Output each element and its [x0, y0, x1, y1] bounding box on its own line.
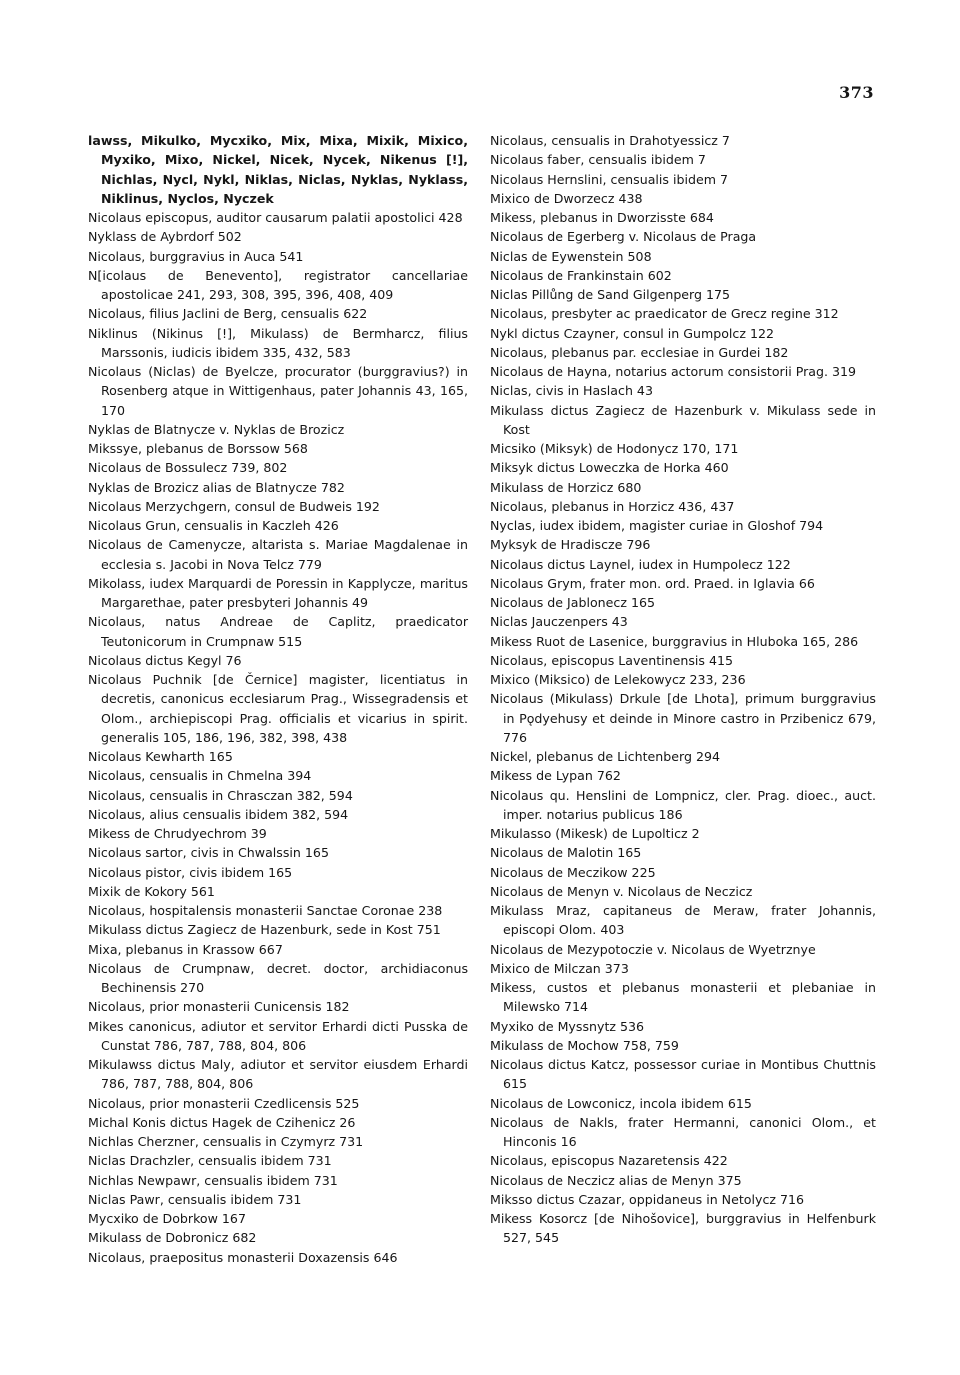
index-entry: Mikulass dictus Zagiecz de Hazenburk, sede in Kost 751 [88, 922, 441, 938]
index-entry: Mikess, custos et plebanus monasterii et plebaniae in Milewsko 714 [490, 980, 876, 1015]
index-entry: Nicolaus Grym, frater mon. ord. Praed. in Iglavia 66 [490, 575, 815, 591]
index-entry: Niclas, civis in Haslach 43 [490, 383, 653, 399]
index-entry: Nicolaus Hernslini, censualis ibidem 7 [490, 171, 729, 187]
index-entry: Nicolaus, filius Jaclini de Berg, censualis 622 [88, 306, 368, 322]
index-entry: Nicolaus Merzychgern, consul de Budweis 192 [88, 498, 380, 514]
index-entry: Nicolaus Puchnik [de Černice] magister, licentiatus in decretis, canonicus ecclesiarum Prag., Wissegradensis et Olom., archiepiscopi Prag. officialis et vicarius in spirit. generalis 105, 186, 196, 382, 398, 438 [88, 672, 468, 745]
index-entry: Mixa, plebanus in Krassow 667 [88, 941, 283, 957]
index-entry: Mikulass de Mochow 758, 759 [490, 1037, 679, 1053]
index-entry: Nicolaus Grun, censualis in Kaczleh 426 [88, 518, 339, 533]
index-entry: Niclas Pillůng de Sand Gilgenperg 175 [490, 287, 731, 302]
index-entry: Nyklas de Blatnycze v. Nyklas de Brozicz [88, 421, 345, 437]
index-entry: Nicolaus, prior monasterii Czedlicensis 525 [88, 1095, 360, 1111]
index-entry: Mikulasso (Mikesk) de Lupolticz 2 [490, 826, 700, 841]
index-entry: Nicolaus, censualis in Drahotyessicz 7 [490, 133, 730, 148]
index-entry: Mikulass de Horzicz 680 [490, 479, 642, 495]
index-entry: Mikulass dictus Zagiecz de Hazenburk v. Mikulass sede in Kost [490, 402, 876, 437]
index-entry: Nichlas Cherzner, censualis in Czymyrz 731 [88, 1134, 364, 1149]
index-entry: Nicolaus pistor, civis ibidem 165 [88, 864, 293, 880]
index-entry: Nyclas, iudex ibidem, magister curiae in Gloshof 794 [490, 518, 824, 533]
index-entry: N[icolaus de Benevento], registrator cancellariae apostolicae 241, 293, 308, 395, 396, 408, 409 [88, 267, 468, 302]
index-column-left [88, 131, 468, 1267]
index-entry: Nichlas Newpawr, censualis ibidem 731 [88, 1172, 338, 1188]
index-entry: Mikess Ruot de Lasenice, burggravius in Hluboka 165, 286 [490, 633, 859, 649]
index-entry: Nicolaus, natus Andreae de Caplitz, praedicator Teutonicorum in Crumpnaw 515 [88, 614, 468, 649]
index-entry: Mikess Kosorcz [de Nihošovice], burggravius in Helfenburk 527, 545 [490, 1211, 876, 1246]
index-entry: Nickel, plebanus de Lichtenberg 294 [490, 749, 720, 764]
index-entry: Nicolaus de Mezypotoczie v. Nicolaus de Wyetrznye [490, 941, 816, 957]
index-entry: Niclas Pawr, censualis ibidem 731 [88, 1191, 302, 1207]
index-entry: Mycxiko de Dobrkow 167 [88, 1211, 246, 1226]
index-entry: Nicolaus de Menyn v. Nicolaus de Neczicz [490, 883, 753, 899]
index-entry: Mikulawss dictus Maly, adiutor et servitor eiusdem Erhardi 786, 787, 788, 804, 806 [88, 1057, 468, 1092]
index-entry: Nicolaus, presbyter ac praedicator de Grecz regine 312 [490, 306, 839, 322]
index-entry: Miksso dictus Czazar, oppidaneus in Netolycz 716 [490, 1191, 805, 1207]
index-entry: Nicolaus (Niclas) de Byelcze, procurator (burggravius?) in Rosenberg atque in Wittigenhaus, pater Johannis 43, 165, 170 [88, 364, 468, 418]
index-entry: Micsiko (Miksyk) de Hodonycz 170, 171 [490, 441, 739, 456]
index-entry: Nicolaus, censualis in Chrasczan 382, 594 [88, 787, 353, 803]
index-entry: Nicolaus, alius censualis ibidem 382, 594 [88, 806, 349, 822]
index-entry: Niklinus (Nikinus [!], Mikulass) de Bermharcz, filius Marssonis, iudicis ibidem 335, 432, 583 [88, 325, 468, 360]
index-entry: Nicolaus, episcopus Laventinensis 415 [490, 652, 734, 668]
index-entry: Mixico de Milczan 373 [490, 960, 629, 976]
index-entry: Nicolaus faber, censualis ibidem 7 [490, 152, 706, 168]
index-entry: Mikes canonicus, adiutor et servitor Erhardi dicti Pusska de Cunstat 786, 787, 788, 804, 806 [88, 1018, 468, 1053]
index-entry: Mikulass de Dobronicz 682 [88, 1230, 257, 1246]
index-entry: Mikess de Chrudyechrom 39 [88, 826, 267, 841]
index-entry: Mikulass Mraz, capitaneus de Meraw, frater Johannis, episcopi Olom. 403 [490, 903, 876, 938]
index-entry: Mixico de Dworzecz 438 [490, 190, 643, 206]
index-entry: Mikssye, plebanus de Borssow 568 [88, 441, 308, 456]
index-entry: Nicolaus, censualis in Chmelna 394 [88, 768, 312, 784]
index-entry: Miksyk dictus Loweczka de Horka 460 [490, 460, 729, 476]
index-entry: Nicolaus, plebanus in Horzicz 436, 437 [490, 498, 735, 514]
index-entry: Nicolaus de Crumpnaw, decret. doctor, archidiaconus Bechinensis 270 [88, 960, 468, 995]
page-number: 373 [839, 83, 874, 102]
index-entry: Nicolaus, burggravius in Auca 541 [88, 248, 304, 264]
index-entry: Nicolaus de Camenycze, altarista s. Mariae Magdalenae in ecclesia s. Jacobi in Nova Telcz 779 [88, 537, 468, 572]
index-entry: Nicolaus, praepositus monasterii Doxazensis 646 [88, 1249, 398, 1265]
index-entry: Nicolaus qu. Henslini de Lompnicz, cler. Prag. dioec., auct. imper. notarius publicus 186 [490, 787, 876, 822]
index-entry: Nicolaus de Jablonecz 165 [490, 595, 655, 610]
index-entry: Mixik de Kokory 561 [88, 883, 215, 899]
index-entry: Nicolaus, episcopus Nazaretensis 422 [490, 1153, 728, 1169]
index-entry: Mixico (Miksico) de Lelekowycz 233, 236 [490, 672, 746, 687]
index-entry: Nicolaus, hospitalensis monasterii Sanctae Coronae 238 [88, 903, 443, 918]
index-entry: Nicolaus Kewharth 165 [88, 749, 233, 764]
index-entry: Nicolaus, plebanus par. ecclesiae in Gurdei 182 [490, 344, 789, 360]
index-entry: Nicolaus dictus Kegyl 76 [88, 652, 242, 668]
index-entry: Nicolaus de Hayna, notarius actorum consistorii Prag. 319 [490, 364, 857, 379]
index-entry: Nyklass de Aybrdorf 502 [88, 229, 242, 245]
index-entry: Nicolaus dictus Katcz, possessor curiae in Montibus Chuttnis 615 [490, 1057, 876, 1092]
index-entry: Nicolaus de Meczikow 225 [490, 864, 656, 880]
index-entry: Nicolaus de Lowconicz, incola ibidem 615 [490, 1095, 752, 1111]
index-entry: Nicolaus de Bossulecz 739, 802 [88, 460, 288, 476]
index-entry: Niclas Jauczenpers 43 [490, 614, 628, 630]
index-entry: Myxiko de Myssnytz 536 [490, 1018, 645, 1034]
index-column-right [490, 131, 876, 1248]
index-entry: Mikolass, iudex Marquardi de Poressin in Kapplycze, maritus Margarethae, pater presbyteri Johannis 49 [88, 575, 468, 610]
index-entry: Niclas de Eywenstein 508 [490, 248, 652, 264]
index-entry: Nicolaus (Mikulass) Drkule [de Lhota], primum burggravius in Pǫdyehusy et deinde in Minore castro in Przibenicz 679, 776 [490, 691, 876, 745]
index-entry: Mikess de Lypan 762 [490, 768, 621, 784]
index-entry: lawss, Mikulko, Mycxiko, Mix, Mixa, Mixik, Mixico, Myxiko, Mixo, Nickel, Nicek, Nycek, Nikenus [!], Nichlas, Nycl, Nykl, Niklas, Niclas, Nyklas, Nyklass, Niklinus, Nyclos, Nyczek [88, 133, 468, 206]
index-entry: Nicolaus sartor, civis in Chwalssin 165 [88, 845, 329, 861]
index-entry: Nyklas de Brozicz alias de Blatnycze 782 [88, 479, 345, 495]
index-entry: Nicolaus de Nakls, frater Hermanni, canonici Olom., et Hinconis 16 [490, 1114, 876, 1149]
index-entry: Nicolaus episcopus, auditor causarum palatii apostolici 428 [88, 210, 463, 225]
index-entry: Myksyk de Hradiscze 796 [490, 537, 651, 553]
index-entry: Nicolaus, prior monasterii Cunicensis 182 [88, 999, 350, 1015]
index-entry: Nicolaus de Egerberg v. Nicolaus de Praga [490, 229, 757, 245]
index-entry: Nicolaus de Neczicz alias de Menyn 375 [490, 1172, 742, 1188]
index-entry: Nicolaus de Frankinstain 602 [490, 267, 672, 283]
index-entry: Michal Konis dictus Hagek de Czihenicz 26 [88, 1114, 356, 1130]
index-entry: Niclas Drachzler, censualis ibidem 731 [88, 1153, 332, 1169]
index-entry: Nicolaus de Malotin 165 [490, 845, 642, 861]
index-entry: Nicolaus dictus Laynel, iudex in Humpolecz 122 [490, 556, 791, 572]
index-entry: Nykl dictus Czayner, consul in Gumpolcz 122 [490, 325, 774, 341]
index-entry: Mikess, plebanus in Dworzisste 684 [490, 210, 714, 225]
